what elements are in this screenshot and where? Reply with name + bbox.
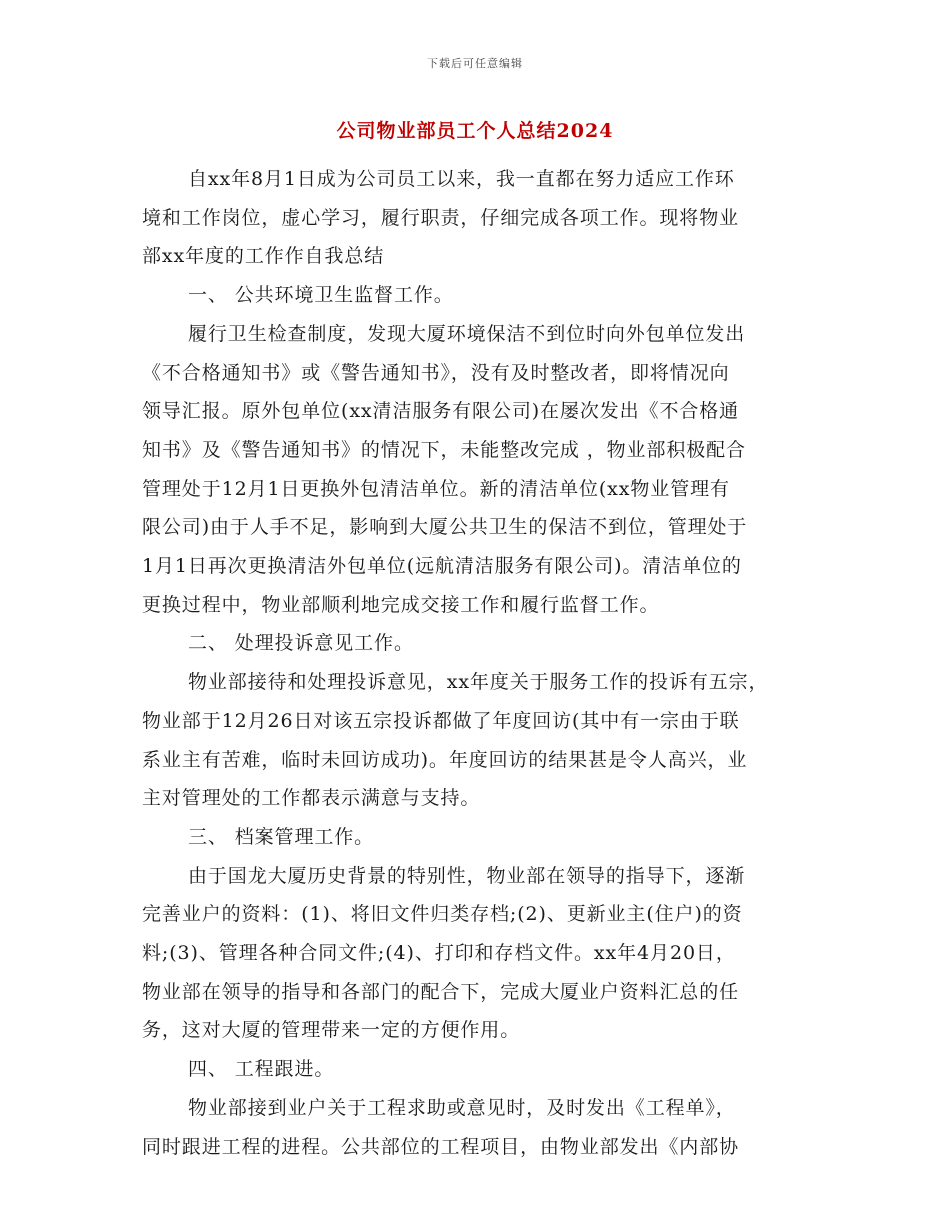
paragraph-line: 物业部在领导的指导和各部门的配合下，完成大厦业户资料汇总的任 <box>142 980 740 1003</box>
paragraph-line: 物业部于12月26日对该五宗投诉都做了年度回访(其中有一宗由于联 <box>142 709 740 732</box>
paragraph-line: 《不合格通知书》或《警告通知书》，没有及时整改者，即将情况向 <box>142 361 730 384</box>
paragraph-line: 限公司)由于人手不足，影响到大厦公共卫生的保洁不到位，管理处于 <box>142 516 748 539</box>
paragraph-line: 部xx年度的工作作自我总结 <box>142 245 385 268</box>
paragraph-line: 更换过程中，物业部顺利地完成交接工作和履行监督工作。 <box>142 593 660 616</box>
paragraph-line: 自xx年8月1日成为公司员工以来，我一直都在努力适应工作环 <box>188 168 735 190</box>
document-title: 公司物业部员工个人总结2024 <box>336 120 614 142</box>
section-heading: 二、 处理投诉意见工作。 <box>188 632 414 655</box>
paragraph-line: 领导汇报。原外包单位(xx清洁服务有限公司)在屡次发出《不合格通 <box>142 400 740 423</box>
paragraph-line: 由于国龙大厦历史背景的特别性，物业部在领导的指导下，逐渐 <box>188 864 746 887</box>
section-heading: 四、 工程跟进。 <box>188 1058 335 1081</box>
paragraph-line: 料;(3)、管理各种合同文件;(4)、打印和存档文件。xx年4月20日， <box>142 942 736 965</box>
header-note: 下载后可任意编辑 <box>427 57 523 70</box>
paragraph-line: 同时跟进工程的进程。公共部位的工程项目，由物业部发出《内部协 <box>142 1135 740 1158</box>
paragraph-line: 管理处于12月1日更换外包清洁单位。新的清洁单位(xx物业管理有 <box>142 477 730 500</box>
paragraph-line: 物业部接待和处理投诉意见，xx年度关于服务工作的投诉有五宗， <box>188 671 769 694</box>
document-body <box>142 160 807 1166</box>
paragraph-line: 务，这对大厦的管理带来一定的方便作用。 <box>142 1019 521 1042</box>
paragraph-line: 完善业户的资料：(1)、将旧文件归类存档;(2)、更新业主(住户)的资 <box>142 903 743 926</box>
paragraph-line: 境和工作岗位，虚心学习，履行职责，仔细完成各项工作。现将物业 <box>142 206 740 229</box>
paragraph-line: 系业主有苦难，临时未回访成功)。年度回访的结果甚是令人高兴，业 <box>142 748 748 771</box>
section-heading: 一、 公共环境卫生监督工作。 <box>188 284 454 307</box>
paragraph-line: 知书》及《警告通知书》的情况下，未能整改完成 ，物业部积极配合 <box>142 438 746 461</box>
paragraph-line: 物业部接到业户关于工程求助或意见时，及时发出《工程单》， <box>188 1096 736 1119</box>
paragraph-line: 主对管理处的工作都表示满意与支持。 <box>142 787 481 810</box>
paragraph-line: 履行卫生检查制度，发现大厦环境保洁不到位时向外包单位发出 <box>188 322 746 345</box>
section-heading: 三、 档案管理工作。 <box>188 825 375 848</box>
paragraph-line: 1月1日再次更换清洁外包单位(远航清洁服务有限公司)。清洁单位的 <box>142 555 742 578</box>
